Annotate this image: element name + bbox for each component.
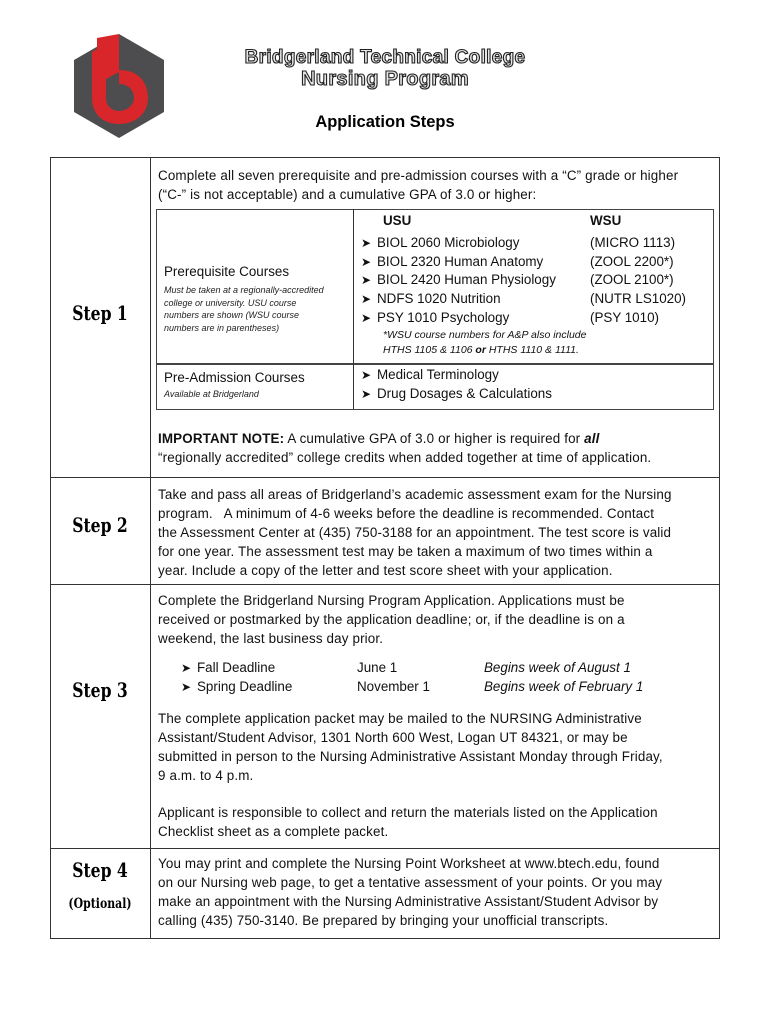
arrow-bullet-icon: ➤ xyxy=(361,386,372,401)
prerequisite-title: Prerequisite Courses xyxy=(164,264,290,279)
step-3-line: Assistant/Student Advisor, 1301 North 600 West, Logan UT 84321, or may be xyxy=(158,730,628,745)
intro-line: Complete all seven prerequisite and pre-admission courses with a “C” grade or higher xyxy=(158,168,679,183)
step-3-intro xyxy=(158,591,718,648)
arrow-bullet-icon: ➤ xyxy=(361,236,372,250)
step-3-line: submitted in person to the Nursing Administrative Assistant Monday through Friday, xyxy=(158,749,663,764)
important-note-label: IMPORTANT NOTE: xyxy=(158,431,285,446)
step-4-text xyxy=(158,854,718,930)
step-4-label: Step 4 xyxy=(72,858,128,882)
usu-course: NDFS 1020 Nutrition xyxy=(377,291,501,307)
step-4-line: You may print and complete the Nursing Point Worksheet at www.btech.edu, found xyxy=(158,856,660,871)
usu-course: BIOL 2420 Human Physiology xyxy=(377,272,556,288)
wsu-course: (NUTR LS1020) xyxy=(590,291,686,307)
preadmission-title: Pre-Admission Courses xyxy=(164,370,305,385)
list-item xyxy=(361,253,556,272)
wsu-note-or: or xyxy=(475,344,486,356)
step-3-line: Applicant is responsible to collect and return the materials listed on the Application xyxy=(158,805,658,820)
wsu-course: (MICRO 1113) xyxy=(590,235,676,250)
arrow-bullet-icon: ➤ xyxy=(361,310,372,325)
wsu-note-line: *WSU course numbers for A&P also include xyxy=(383,329,587,341)
wsu-course: (ZOOL 2200*) xyxy=(590,253,674,269)
list-item xyxy=(361,290,556,309)
deadline-name: Fall Deadline xyxy=(197,660,276,675)
table-border-bottom xyxy=(50,938,720,939)
step-3-checklist xyxy=(158,803,718,841)
step-2-text xyxy=(158,485,718,580)
college-name: Bridgerland Technical College xyxy=(244,47,526,68)
deadline-notes xyxy=(484,659,643,696)
arrow-bullet-icon: ➤ xyxy=(361,254,372,269)
preadmission-course: Medical Terminology xyxy=(377,367,499,382)
step-3-line: The complete application packet may be mailed to the NURSING Administrative xyxy=(158,711,642,726)
wsu-note-text: HTHS 1110 & 1111. xyxy=(485,344,579,356)
row-divider xyxy=(50,584,720,585)
step-2-line: program. A minimum of 4-6 weeks before the deadline is recommended. Contact xyxy=(158,506,655,521)
list-item xyxy=(361,366,552,385)
preadmission-course: Drug Dosages & Calculations xyxy=(377,385,552,401)
prerequisite-note-line: Must be taken at a regionally-accredited xyxy=(164,285,324,295)
step-3-mailing xyxy=(158,709,718,785)
usu-course: BIOL 2320 Human Anatomy xyxy=(377,253,544,269)
preadmission-note: Available at Bridgerland xyxy=(164,389,259,399)
step-2-line: the Assessment Center at (435) 750-3188 for an appointment. The test score is valid xyxy=(158,525,672,540)
intro-line: (“C-” is not acceptable) and a cumulative GPA of 3.0 or higher: xyxy=(158,187,537,202)
arrow-bullet-icon: ➤ xyxy=(361,292,372,307)
step-3-line: Checklist sheet as a complete packet. xyxy=(158,824,389,839)
program-name: Nursing Program xyxy=(301,68,469,90)
step-3-line: Complete the Bridgerland Nursing Program Application. Applications must be xyxy=(158,593,625,608)
wsu-course: (PSY 1010) xyxy=(590,309,659,325)
college-logo xyxy=(72,32,166,140)
deadline-note: Begins week of February 1 xyxy=(484,678,644,694)
page-title: Application Steps xyxy=(315,113,455,131)
step-2-line: Take and pass all areas of Bridgerland’s academic assessment exam for the Nursing xyxy=(158,487,672,502)
prerequisite-box-divider xyxy=(353,209,354,364)
prerequisite-note-line: numbers are shown (WSU course xyxy=(164,310,300,320)
prerequisite-note xyxy=(164,284,352,334)
wsu-column-header: WSU xyxy=(590,213,622,228)
step-4-line: make an appointment with the Nursing Administrative Assistant/Student Advisor by xyxy=(158,894,659,909)
list-item xyxy=(361,385,552,404)
usu-course: BIOL 2060 Microbiology xyxy=(377,235,520,250)
important-note-line xyxy=(158,429,718,448)
wsu-course-list xyxy=(590,234,686,328)
step-3-label: Step 3 xyxy=(72,678,128,702)
important-note xyxy=(158,429,718,467)
arrow-bullet-icon: ➤ xyxy=(181,679,192,694)
wsu-course: (ZOOL 2100*) xyxy=(590,272,674,288)
step-3-line: weekend, the last business day prior. xyxy=(158,631,384,646)
deadline-names xyxy=(181,659,292,696)
deadline-name: Spring Deadline xyxy=(197,678,293,694)
usu-column-header: USU xyxy=(383,213,412,228)
list-item xyxy=(361,309,556,328)
step-4-line: calling (435) 750-3140. Be prepared by bringing your unofficial transcripts. xyxy=(158,913,609,928)
list-item xyxy=(361,271,556,290)
wsu-note xyxy=(383,328,586,358)
deadline-note: Begins week of August 1 xyxy=(484,660,631,675)
step-4-line: on our Nursing web page, to get a tentative assessment of your points. Or you may xyxy=(158,875,663,890)
arrow-bullet-icon: ➤ xyxy=(181,661,192,675)
list-item xyxy=(181,659,292,678)
step-2-line: for one year. The assessment test may be taken a maximum of two times within a xyxy=(158,544,653,559)
deadline-dates xyxy=(357,659,430,696)
step-4-optional-label: (Optional) xyxy=(68,896,132,912)
usu-course-list xyxy=(361,234,556,328)
prerequisite-note-line: numbers are in parentheses) xyxy=(164,322,280,333)
arrow-bullet-icon: ➤ xyxy=(361,368,372,382)
wsu-note-line xyxy=(383,343,586,358)
preadmission-box-divider xyxy=(353,363,354,409)
arrow-bullet-icon: ➤ xyxy=(361,273,372,288)
wsu-note-text: HTHS 1105 & 1106 xyxy=(383,344,476,356)
step-2-line: year. Include a copy of the letter and test score sheet with your application. xyxy=(158,563,613,578)
table-border-left xyxy=(50,157,51,939)
table-column-divider xyxy=(150,157,151,939)
deadline-date: June 1 xyxy=(357,660,398,675)
usu-course: PSY 1010 Psychology xyxy=(377,309,510,325)
row-divider xyxy=(50,477,720,478)
table-border-right xyxy=(719,157,720,939)
important-note-text: A cumulative GPA of 3.0 or higher is required for xyxy=(284,431,585,446)
list-item xyxy=(181,678,292,697)
step-1-intro xyxy=(158,166,718,204)
row-divider xyxy=(50,848,720,849)
deadline-date: November 1 xyxy=(357,678,430,694)
important-note-emphasis: all xyxy=(584,431,600,446)
preadmission-course-list xyxy=(361,366,552,403)
step-1-label: Step 1 xyxy=(72,301,128,325)
step-3-line: received or postmarked by the application deadline; or, if the deadline is on a xyxy=(158,612,625,627)
step-2-label: Step 2 xyxy=(72,513,128,537)
step-3-line: 9 a.m. to 4 p.m. xyxy=(158,768,254,783)
prerequisite-note-line: college or university. USU course xyxy=(164,297,297,308)
important-note-line: “regionally accredited” college credits when added together at time of application. xyxy=(158,450,652,465)
list-item xyxy=(361,234,556,253)
